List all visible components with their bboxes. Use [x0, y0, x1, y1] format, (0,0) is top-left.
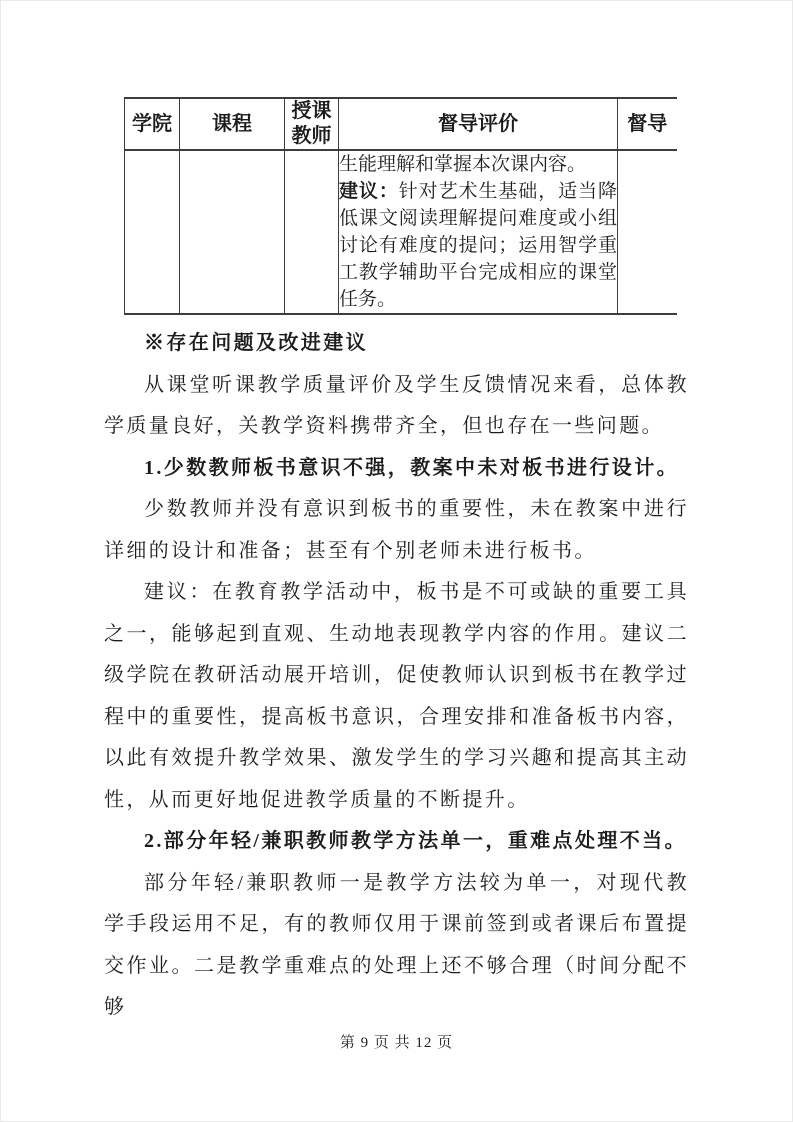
- cell-college: [125, 150, 180, 314]
- table-header-college: 学院: [125, 98, 180, 150]
- cell-supervisor: [618, 150, 677, 314]
- suggestion-label: 建议：: [339, 181, 399, 202]
- evaluation-continuation-text: 生能理解和掌握本次课内容。: [339, 154, 587, 175]
- table-header-course: 课程: [180, 98, 285, 150]
- table-header-evaluation: 督导评价: [339, 98, 618, 150]
- section-heading: ※存在问题及改进建议: [144, 332, 368, 354]
- supervision-table: [124, 97, 677, 315]
- table-row: [125, 150, 677, 314]
- cell-teacher: [285, 150, 339, 314]
- intro-paragraph: 从课堂听课教学质量评价及学生反馈情况来看，总体教学质量良好，关教学资料携带齐全，但也存在一些问题。: [104, 373, 689, 437]
- issue2-paragraph: 部分年轻/兼职教师一是教学方法较为单一，对现代教学手段运用不足，有的教师仅用于课前签到或者课后布置提交作业。二是教学重难点的处理上还不够合理（时间分配不够: [104, 871, 689, 1018]
- cell-evaluation: [339, 150, 618, 314]
- table-header-row: [125, 98, 677, 150]
- issue1-suggestion-paragraph: 建议：在教育教学活动中，板书是不可或缺的重要工具之一，能够起到直观、生动地表现教学内容的作用。建议二级学院在教研活动展开培训，促使教师认识到板书在教学过程中的重要性，提高板书意识，合理安排和准备板书内容，以此有效提升教学效果、激发学生的学习兴趣和提高其主动性，从而更好地促进教学质量的不断提升。: [104, 581, 689, 811]
- table-header-supervisor: 督导: [618, 98, 677, 150]
- suggestion-text: 针对艺术生基础，适当降低课文阅读理解提问难度或小组讨论有难度的提问；运用智学重工教学辅助平台完成相应的课堂任务。: [339, 181, 617, 310]
- page-footer: [1, 1031, 792, 1052]
- issue2-heading: 2.部分年轻/兼职教师教学方法单一，重难点处理不当。: [144, 830, 687, 852]
- issue1-paragraph: 少数教师并没有意识到板书的重要性，未在教案中进行详细的设计和准备；甚至有个别老师未进行板书。: [104, 498, 689, 562]
- table-header-teacher: 授课教师: [285, 98, 339, 150]
- evaluation-suggestion: [339, 178, 617, 313]
- page-number-label: 第 9 页 共 12 页: [339, 1035, 454, 1051]
- report-body: [104, 323, 689, 1029]
- issue1-heading: 1.少数教师板书意识不强，教案中未对板书进行设计。: [144, 456, 679, 479]
- cell-course: [180, 150, 285, 314]
